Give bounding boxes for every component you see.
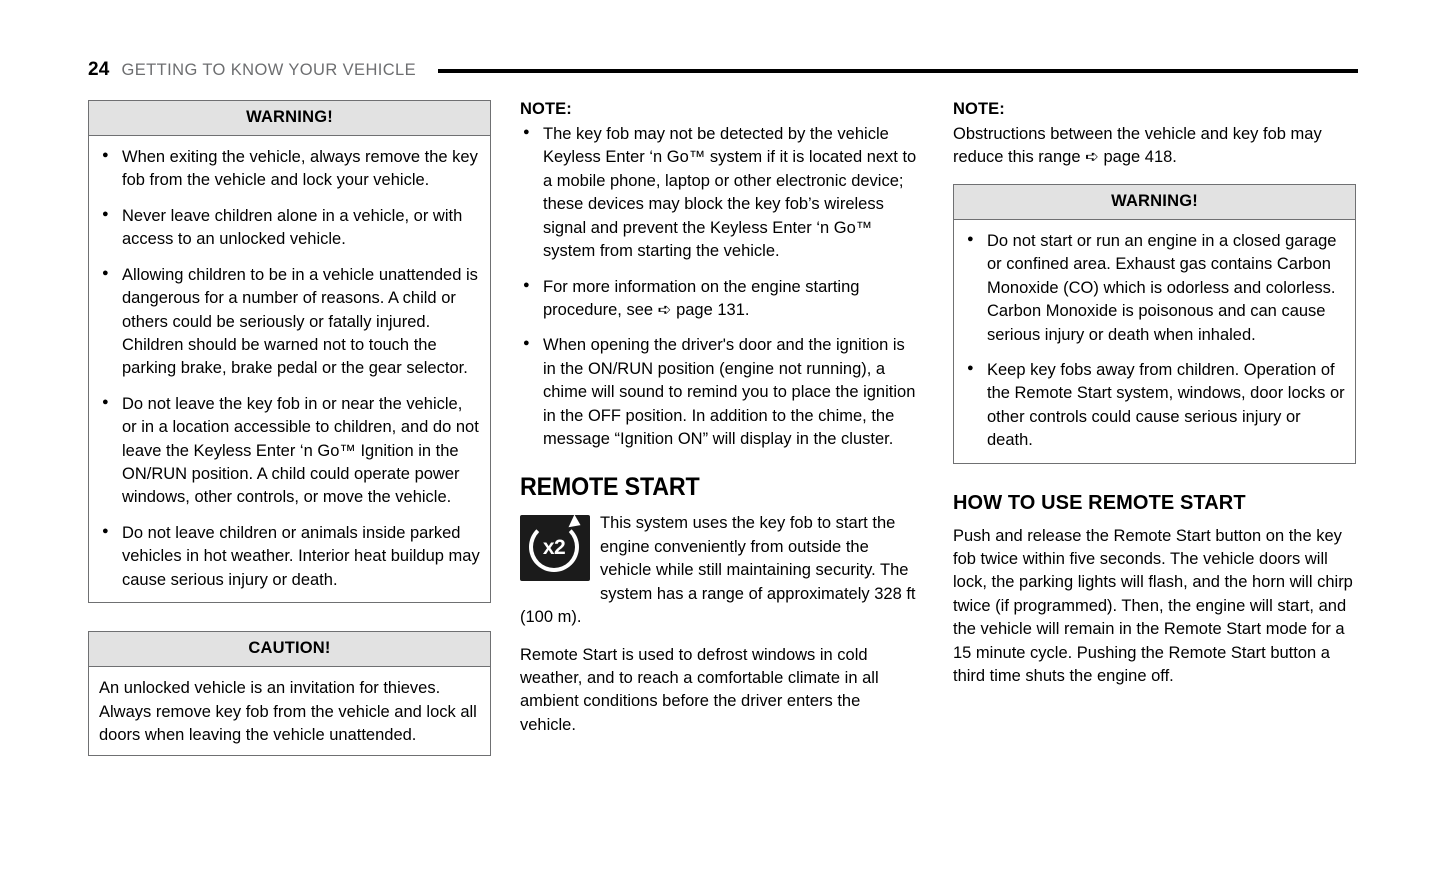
list-item: ● Do not leave children or animals inside parked vehicles in hot weather. Interior heat buildup may cause serious injury or death. [99, 522, 480, 592]
header-rule [438, 69, 1358, 73]
chapter-title: GETTING TO KNOW YOUR VEHICLE [121, 60, 417, 79]
list-item: ● Keep key fobs away from children. Operation of the Remote Start system, windows, door locks or other controls could cause serious injury or death. [964, 359, 1345, 453]
how-to-use-paragraph: Push and release the Remote Start button on the key fob twice within five seconds. The vehicle doors will lock, the parking lights will flash, and the horn will chirp twice (if programmed). Then, the engine will start, and the vehicle will remain in the Remote Start mode for a 15 minute cycle. Pushing the Remote Start button a third time shuts the engine off. [953, 526, 1353, 686]
section-title-remote-start: REMOTE START [520, 473, 700, 502]
list-item: ● Allowing children to be in a vehicle unattended is dangerous for a number of reasons. A child or others could be seriously or fatally injured. Children should be warned not to touch the parking brake, brake pedal or the gear selector. [99, 264, 480, 381]
list-item: ● Do not leave the key fob in or near the vehicle, or in a location accessible to children, and do not leave the Keyless Enter ‘n Go™ Ignition in the ON/RUN position. A child could operate power windows, other controls, or move the vehicle. [99, 393, 480, 510]
remote-start-second-paragraph: Remote Start is used to defrost windows in cold weather, and to reach a comfortable climate in all ambient conditions before the driver enters the vehicle. [520, 645, 879, 734]
caution-box-body [89, 667, 490, 755]
warning-box-body [954, 220, 1355, 463]
warning-box-right [953, 184, 1356, 464]
list-item: ● When exiting the vehicle, always remove the key fob from the vehicle and lock your vehicle. [99, 146, 480, 193]
note-list [520, 123, 920, 451]
remote-start-intro-paragraph: This system uses the key fob to start the engine conveniently from outside the vehicle while still maintaining security. The system has a range of approximately 328 ft (100 m). [520, 514, 916, 627]
note-label: NOTE: [953, 100, 1005, 118]
column-left [88, 100, 491, 784]
note-text: Obstructions between the vehicle and key fob may reduce this range ➪ page 418. [953, 125, 1322, 167]
remote-start-intro-block [520, 512, 920, 643]
page-header [88, 55, 1358, 85]
caution-box-title: CAUTION! [89, 632, 490, 667]
column-right [953, 100, 1356, 689]
list-item: ● For more information on the engine starting procedure, see ➪ page 131. [520, 276, 920, 323]
column-middle [520, 100, 920, 737]
warning-box-title: WARNING! [954, 185, 1355, 220]
remote-start-icon-label: x2 [542, 536, 566, 560]
list-item: ● Do not start or run an engine in a closed garage or confined area. Exhaust gas contains Carbon Monoxide (CO) which is odorless and colorless. Carbon Monoxide is poisonous and can cause serious injury or death when inhaled. [964, 230, 1345, 347]
warning-box-left [88, 100, 491, 603]
remote-start-icon [520, 515, 590, 581]
warning-box-title: WARNING! [89, 101, 490, 136]
list-item: ● When opening the driver's door and the ignition is in the ON/RUN position (engine not running), a chime will sound to remind you to place the ignition in the OFF position. In addition to the chime, the message “Ignition ON” will display in the cluster. [520, 334, 920, 451]
warning-list [99, 146, 480, 592]
list-item: ● Never leave children alone in a vehicle, or with access to an unlocked vehicle. [99, 205, 480, 252]
caution-box-left [88, 631, 491, 756]
list-item: ● The key fob may not be detected by the vehicle Keyless Enter ‘n Go™ system if it is located next to a mobile phone, laptop or other electronic device; these devices may block the key fob’s wireless signal and prevent the Keyless Enter ‘n Go™ system from starting the vehicle. [520, 123, 920, 264]
page-number: 24 [88, 59, 110, 80]
warning-list [964, 230, 1345, 453]
note-label: NOTE: [520, 100, 572, 118]
warning-box-body [89, 136, 490, 602]
subsection-title-how-to-use: HOW TO USE REMOTE START [953, 491, 1246, 514]
caution-text: An unlocked vehicle is an invitation for thieves. Always remove key fob from the vehicle and lock all doors when leaving the vehicle unattended. [99, 679, 477, 745]
